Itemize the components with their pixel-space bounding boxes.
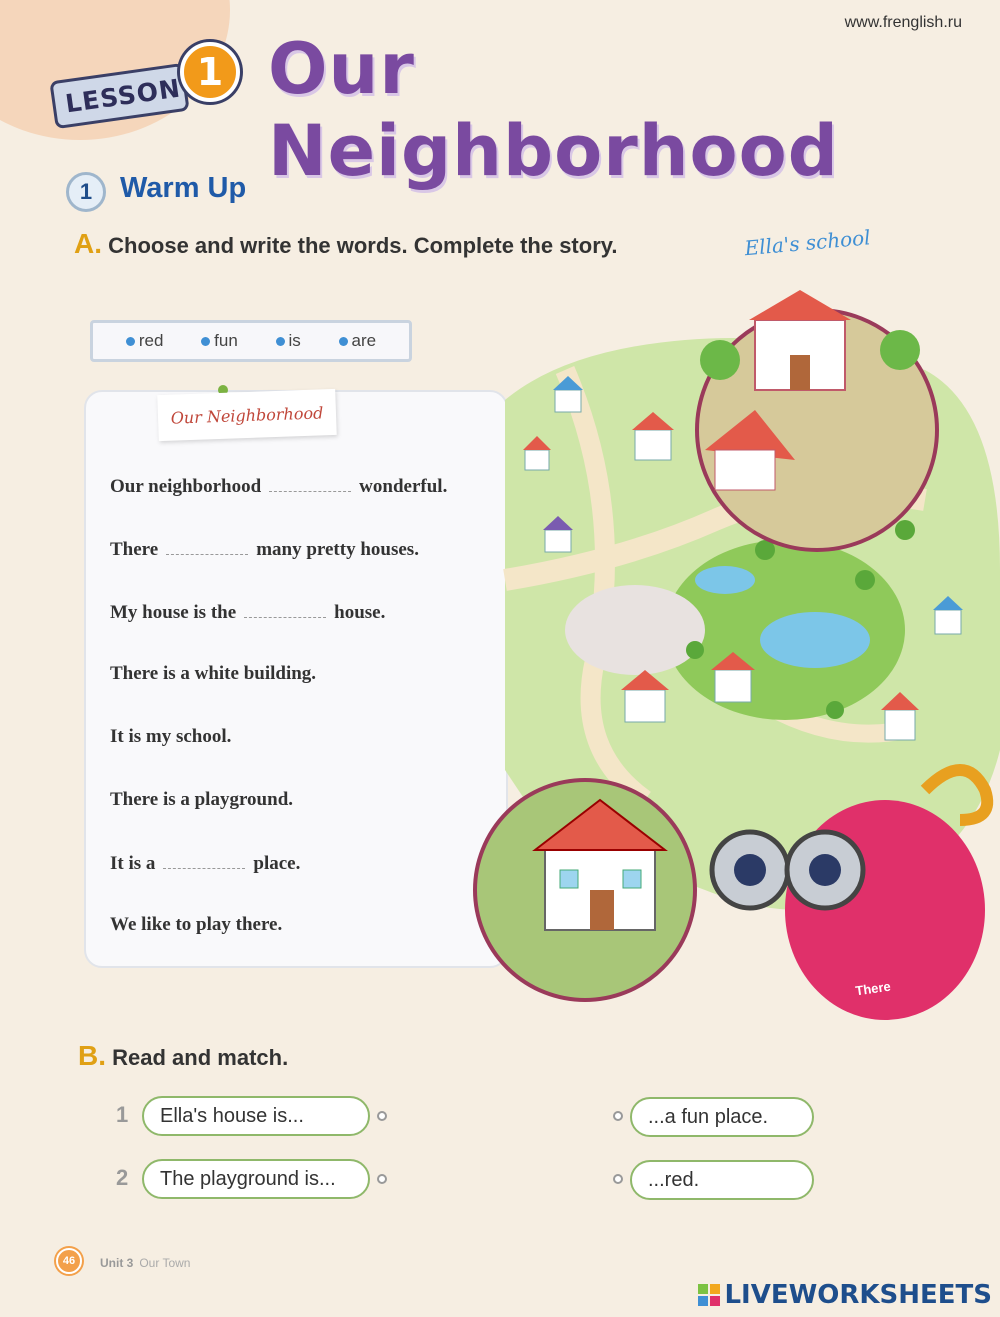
match-right-item[interactable]: ...a fun place. xyxy=(630,1097,814,1137)
brand-name: LIVEWORKSHEETS xyxy=(724,1280,992,1310)
bullet-icon xyxy=(339,337,348,346)
match-dot[interactable] xyxy=(377,1111,387,1121)
instruction-a-text: Choose and write the words. Complete the story. xyxy=(108,233,618,258)
map-house xyxy=(555,390,581,412)
part-a-letter: A xyxy=(74,228,95,259)
unit-label: Unit 3 xyxy=(100,1256,134,1270)
answer-blank[interactable] xyxy=(244,600,326,618)
story-line: There many pretty houses. xyxy=(110,539,419,560)
match-number: 1 xyxy=(116,1102,129,1127)
liveworksheets-logo xyxy=(698,1280,992,1310)
map-tree xyxy=(700,340,740,380)
map-house xyxy=(545,530,571,552)
ella-house-door xyxy=(590,890,614,930)
map-house xyxy=(635,430,671,460)
story-line: It is a place. xyxy=(110,853,301,874)
story-card-title: Our Neighborhood xyxy=(157,389,336,441)
answer-blank[interactable] xyxy=(166,537,248,555)
story-line: We like to play there. xyxy=(110,914,283,935)
instruction-a: A. Choose and write the words. Complete the story. xyxy=(74,228,618,259)
section-title: Warm Up xyxy=(120,172,247,204)
part-b-letter: B xyxy=(78,1040,99,1071)
map-house xyxy=(525,450,549,470)
ella-house-window xyxy=(560,870,578,888)
school-label: Ella's school xyxy=(743,225,872,261)
map-house xyxy=(625,690,665,722)
map-house xyxy=(935,610,961,634)
map-tree xyxy=(826,701,844,719)
story-line: There is a white building. xyxy=(110,663,317,684)
answer-blank[interactable] xyxy=(163,851,245,869)
word-bank-item: red xyxy=(126,331,164,351)
bullet-icon xyxy=(201,337,210,346)
match-number: 2 xyxy=(116,1165,129,1190)
ella-house-window xyxy=(623,870,641,888)
match-right-item[interactable]: ...red. xyxy=(630,1160,814,1200)
liveworksheets-icon xyxy=(698,1284,720,1306)
story-line: My house is the house. xyxy=(110,602,386,623)
match-left-item[interactable]: The playground is... xyxy=(142,1159,370,1199)
map-pond xyxy=(760,612,870,668)
lesson-label: LESSON xyxy=(63,73,183,118)
map-house xyxy=(715,670,751,702)
word-bank-item: is xyxy=(276,331,301,351)
map-tree xyxy=(880,330,920,370)
story-line: It is my school. xyxy=(110,726,232,747)
match-dot[interactable] xyxy=(613,1111,623,1121)
neighborhood-map-illustration xyxy=(505,225,1000,1010)
answer-blank[interactable] xyxy=(269,474,351,492)
instruction-b: B. Read and match. xyxy=(78,1040,289,1071)
binoculars-inner xyxy=(809,854,841,886)
map-plaza xyxy=(565,585,705,675)
bullet-icon xyxy=(276,337,285,346)
story-line: There is a playground. xyxy=(110,789,294,810)
map-tree xyxy=(686,641,704,659)
map-tree xyxy=(895,520,915,540)
match-dot[interactable] xyxy=(377,1174,387,1184)
binoculars-inner xyxy=(734,854,766,886)
footer-unit xyxy=(100,1256,190,1270)
map-house xyxy=(885,710,915,740)
word-bank-item: are xyxy=(339,331,377,351)
school-door xyxy=(790,355,810,390)
page-title: Our Neighborhood xyxy=(268,28,839,192)
match-dot[interactable] xyxy=(613,1174,623,1184)
page-number: 46 xyxy=(56,1248,82,1274)
unit-title: Our Town xyxy=(139,1256,191,1270)
lesson-number: 1 xyxy=(180,42,240,102)
map-pond xyxy=(695,566,755,594)
story-line: Our neighborhood wonderful. xyxy=(110,476,448,497)
there-flag-label: There xyxy=(854,978,892,999)
instruction-b-text: Read and match. xyxy=(112,1045,289,1070)
match-left-item[interactable]: Ella's house is... xyxy=(142,1096,370,1136)
school-roof xyxy=(749,290,851,320)
map-tree xyxy=(855,570,875,590)
word-bank xyxy=(90,320,412,362)
site-url: www.frenglish.ru xyxy=(844,14,962,31)
small-house xyxy=(715,450,775,490)
word-bank-item: fun xyxy=(201,331,238,351)
section-number: 1 xyxy=(66,172,106,212)
bullet-icon xyxy=(126,337,135,346)
